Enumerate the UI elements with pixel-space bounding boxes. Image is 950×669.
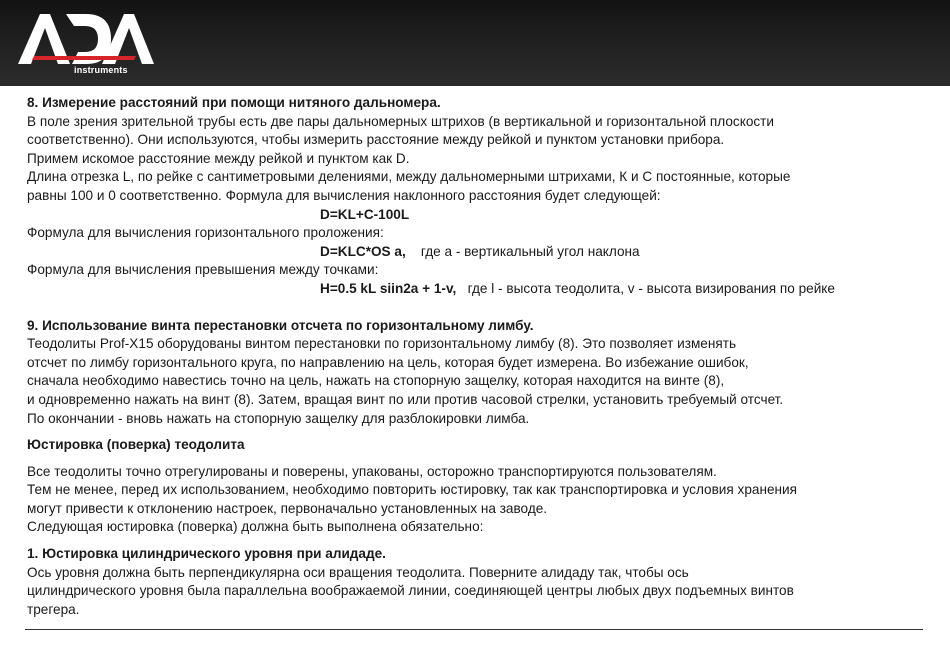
formula-horizontal-distance: D=KLC*OS a, где а - вертикальный угол наклона: [320, 243, 640, 259]
logo-subtitle: instruments: [74, 65, 128, 75]
height-difference-label: Формула для вычисления превышения между точками:: [27, 262, 379, 278]
paragraph-line: соответственно). Они используются, чтобы измерить расстояние между рейкой и пунктом установки прибора.: [27, 132, 725, 148]
section9-title: 9. Использование винта перестановки отсчета по горизонтальному лимбу.: [27, 317, 534, 333]
horizontal-distance-label: Формула для вычисления горизонтального проложения:: [27, 225, 384, 241]
paragraph-line: сначала необходимо навестись точно на цель, нажать на стопорную защелку, которая находится на винте (8),: [27, 373, 725, 389]
ada-logo: [16, 8, 156, 78]
paragraph-line: трегера.: [27, 601, 80, 617]
paragraph-line: отсчет по лимбу горизонтального круга, по направлению на цель, которая будет измерена. Во избежание ошибок,: [27, 354, 749, 370]
paragraph-line: Теодолиты Prof-X15 оборудованы винтом перестановки по горизонтальному лимбу (8). Это позволяет изменять: [27, 336, 737, 352]
section8-title: 8. Измерение расстояний при помощи нитяного дальномера.: [27, 95, 441, 110]
paragraph-line: Длина отрезка L, по рейке с сантиметровыми делениями, между дальномерными штрихами, К и С постоянные, которые: [27, 169, 791, 185]
paragraph-line: могут привести к отклонению настроек, первоначально установленных на заводе.: [27, 500, 548, 516]
header-band: [0, 0, 950, 86]
paragraph-line: Примем искомое расстояние между рейкой и пунктом как D.: [27, 150, 410, 166]
subsection1-title: 1. Юстировка цилиндрического уровня при алидаде.: [27, 546, 386, 562]
paragraph-line: Тем не менее, перед их использованием, необходимо повторить юстировку, так как транспортировка и условия хранения: [27, 482, 797, 498]
adjustment-title: Юстировка (поверка) теодолита: [27, 437, 245, 453]
formula-slant-distance: D=KL+C-100L: [320, 206, 410, 222]
paragraph-line: По окончании - вновь нажать на стопорную защелку для разблокировки лимба.: [27, 410, 530, 426]
manual-content: [27, 94, 927, 619]
footer-divider: [25, 629, 923, 630]
paragraph-line: В поле зрения зрительной трубы есть две пары дальномерных штрихов (в вертикальной и горизонтальной плоскости: [27, 113, 774, 129]
paragraph-line: цилиндрического уровня была параллельна воображаемой линии, соединяющей центры любых двух подъемных винтов: [27, 583, 794, 599]
paragraph-line: равны 100 и 0 соответственно. Формула для вычисления наклонного расстояния будет следующей:: [27, 187, 661, 203]
paragraph-line: и одновременно нажать на винт (8). Затем, вращая винт по или против часовой стрелки, установить требуемый отсчет.: [27, 391, 784, 407]
paragraph-line: Все теодолиты точно отрегулированы и поверены, упакованы, осторожно транспортируются пользователям.: [27, 463, 717, 479]
paragraph-line: Следующая юстировка (поверка) должна быть выполнена обязательно:: [27, 519, 484, 535]
paragraph-line: Ось уровня должна быть перпендикулярна оси вращения теодолита. Поверните алидаду так, чтобы ось: [27, 564, 689, 580]
formula-height-difference: H=0.5 kL siin2a + 1-v, где l - высота теодолита, v - высота визирования по рейке: [320, 280, 835, 296]
